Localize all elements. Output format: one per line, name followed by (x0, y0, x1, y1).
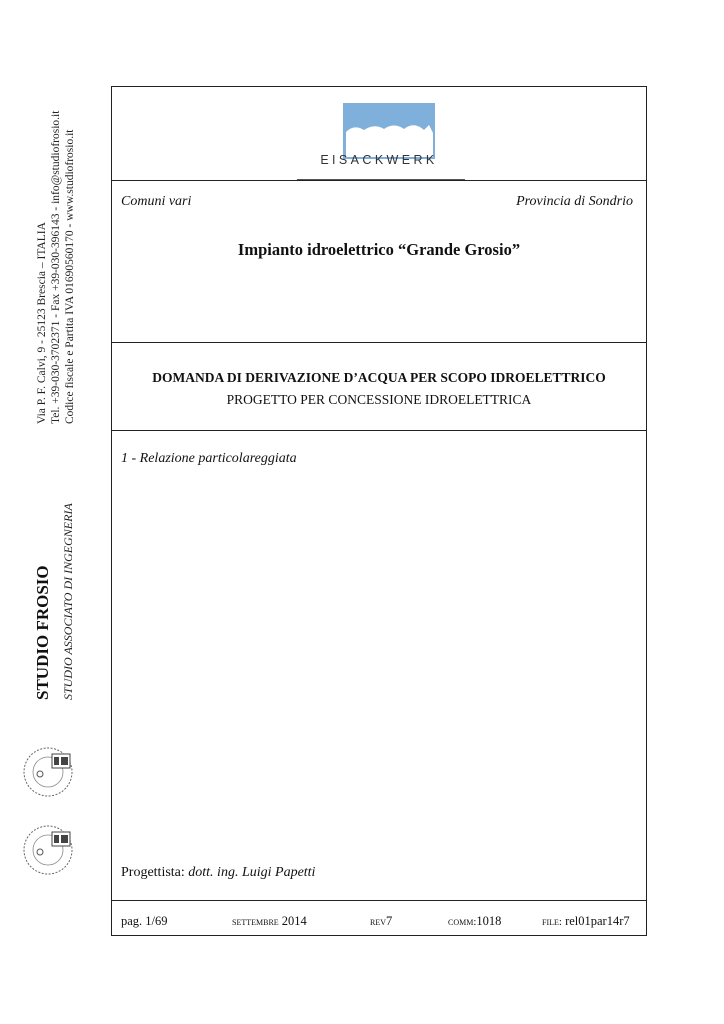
cover-frame (111, 86, 647, 936)
divider (112, 430, 646, 431)
document-name: 1 - Relazione particolareggiata (121, 451, 297, 466)
project-title: Impianto idroelettrico “Grande Grosio” (237, 240, 521, 259)
environmental-certification-seal-icon (18, 740, 82, 804)
file-name: file: rel01par14r7 (542, 914, 630, 928)
studio-name: STUDIO FROSIO (33, 565, 52, 700)
request-title: DOMANDA DI DERIVAZIONE D’ACQUA PER SCOPO IDROELETTRICO (152, 370, 606, 385)
divider (112, 900, 646, 901)
document-date: settembre 2014 (232, 914, 307, 928)
studio-contacts: Tel. +39-030-3702371 - Fax +39-030-396143 - info@studiofrosio.it (50, 110, 62, 424)
municipalities: Comuni vari (121, 194, 192, 209)
designer-label: Progettista: (121, 865, 185, 880)
province: Provincia di Sondrio (516, 194, 633, 209)
studio-subtitle: STUDIO ASSOCIATO DI INGEGNERIA (61, 503, 75, 700)
commission-number: comm:1018 (448, 914, 502, 928)
logo-wordmark: EISACKWERK (320, 153, 438, 167)
page-number: pag. 1/69 (121, 914, 168, 928)
revision: rev7 (370, 914, 393, 928)
designer-line (121, 865, 315, 881)
divider (112, 180, 646, 181)
studio-address: Via P. F. Calvi, 9 - 25123 Brescia – ITALIA (36, 222, 48, 424)
designer-name: dott. ing. Luigi Papetti (188, 865, 316, 880)
studio-tax-id: Codice fiscale e Partita IVA 01690560170 - www.studiofrosio.it (64, 129, 76, 424)
divider (112, 342, 646, 343)
quality-certification-seal-icon (18, 818, 82, 882)
eisackwerk-logo-icon (338, 99, 464, 183)
request-subtitle: PROGETTO PER CONCESSIONE IDROELETTRICA (226, 392, 532, 407)
